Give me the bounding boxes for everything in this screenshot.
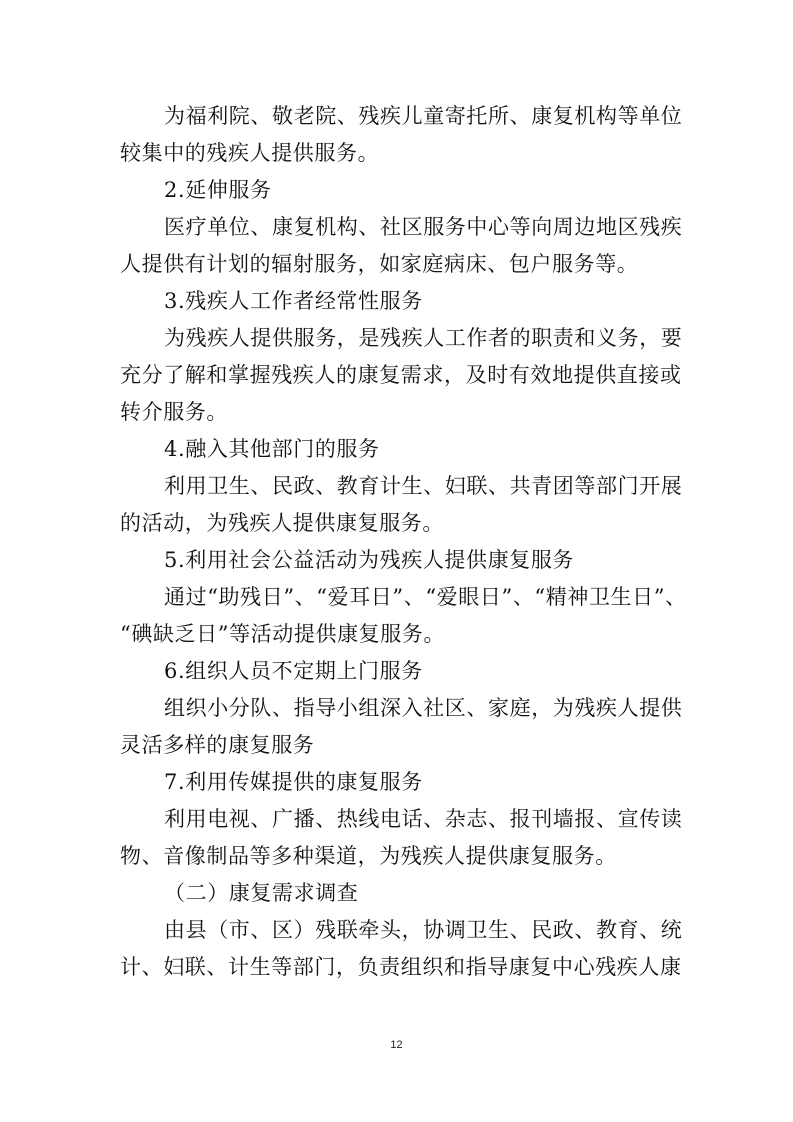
body-text <box>120 98 687 986</box>
section-heading: （二）康复需求调查 <box>164 881 359 905</box>
paragraph-line: 通过“助残日”、“爱耳日”、“爱眼日”、“精神卫生日”、 <box>164 585 687 609</box>
paragraph-line: 由县（市、区）残联牵头，协调卫生、民政、教育、统 <box>164 918 683 942</box>
section-heading: 7.利用传媒提供的康复服务 <box>164 770 423 794</box>
page-number: 12 <box>390 1039 403 1051</box>
paragraph-line: 充分了解和掌握残疾人的康复需求，及时有效地提供直接或 <box>120 363 682 387</box>
paragraph-line: 利用卫生、民政、教育计生、妇联、共青团等部门开展 <box>164 474 683 498</box>
paragraph-line: 计、妇联、计生等部门，负责组织和指导康复中心残疾人康 <box>120 955 682 979</box>
paragraph-line: 人提供有计划的辐射服务，如家庭病床、包户服务等。 <box>120 252 639 276</box>
section-heading: 4.融入其他部门的服务 <box>164 437 380 461</box>
section-heading: 6.组织人员不定期上门服务 <box>164 659 423 683</box>
section-heading: 5.利用社会公益活动为残疾人提供康复服务 <box>164 548 575 572</box>
paragraph-line: 灵活多样的康复服务 <box>120 733 315 757</box>
paragraph-line: 利用电视、广播、热线电话、杂志、报刊墙报、宣传读 <box>164 807 683 831</box>
paragraph-line: 较集中的残疾人提供服务。 <box>120 141 380 165</box>
paragraph-line: 医疗单位、康复机构、社区服务中心等向周边地区残疾 <box>164 215 683 239</box>
section-heading: 3.残疾人工作者经常性服务 <box>164 289 423 313</box>
paragraph-line: 物、音像制品等多种渠道，为残疾人提供康复服务。 <box>120 844 617 868</box>
paragraph-line: “碘缺乏日”等活动提供康复服务。 <box>120 622 446 646</box>
paragraph-line: 转介服务。 <box>120 400 228 424</box>
section-heading: 2.延伸服务 <box>164 178 272 202</box>
paragraph-line: 组织小分队、指导小组深入社区、家庭，为残疾人提供 <box>164 696 683 720</box>
paragraph-line: 为残疾人提供服务，是残疾人工作者的职责和义务，要 <box>164 326 683 350</box>
paragraph-line: 的活动，为残疾人提供康复服务。 <box>120 511 444 535</box>
paragraph-line: 为福利院、敬老院、残疾儿童寄托所、康复机构等单位 <box>164 104 683 128</box>
